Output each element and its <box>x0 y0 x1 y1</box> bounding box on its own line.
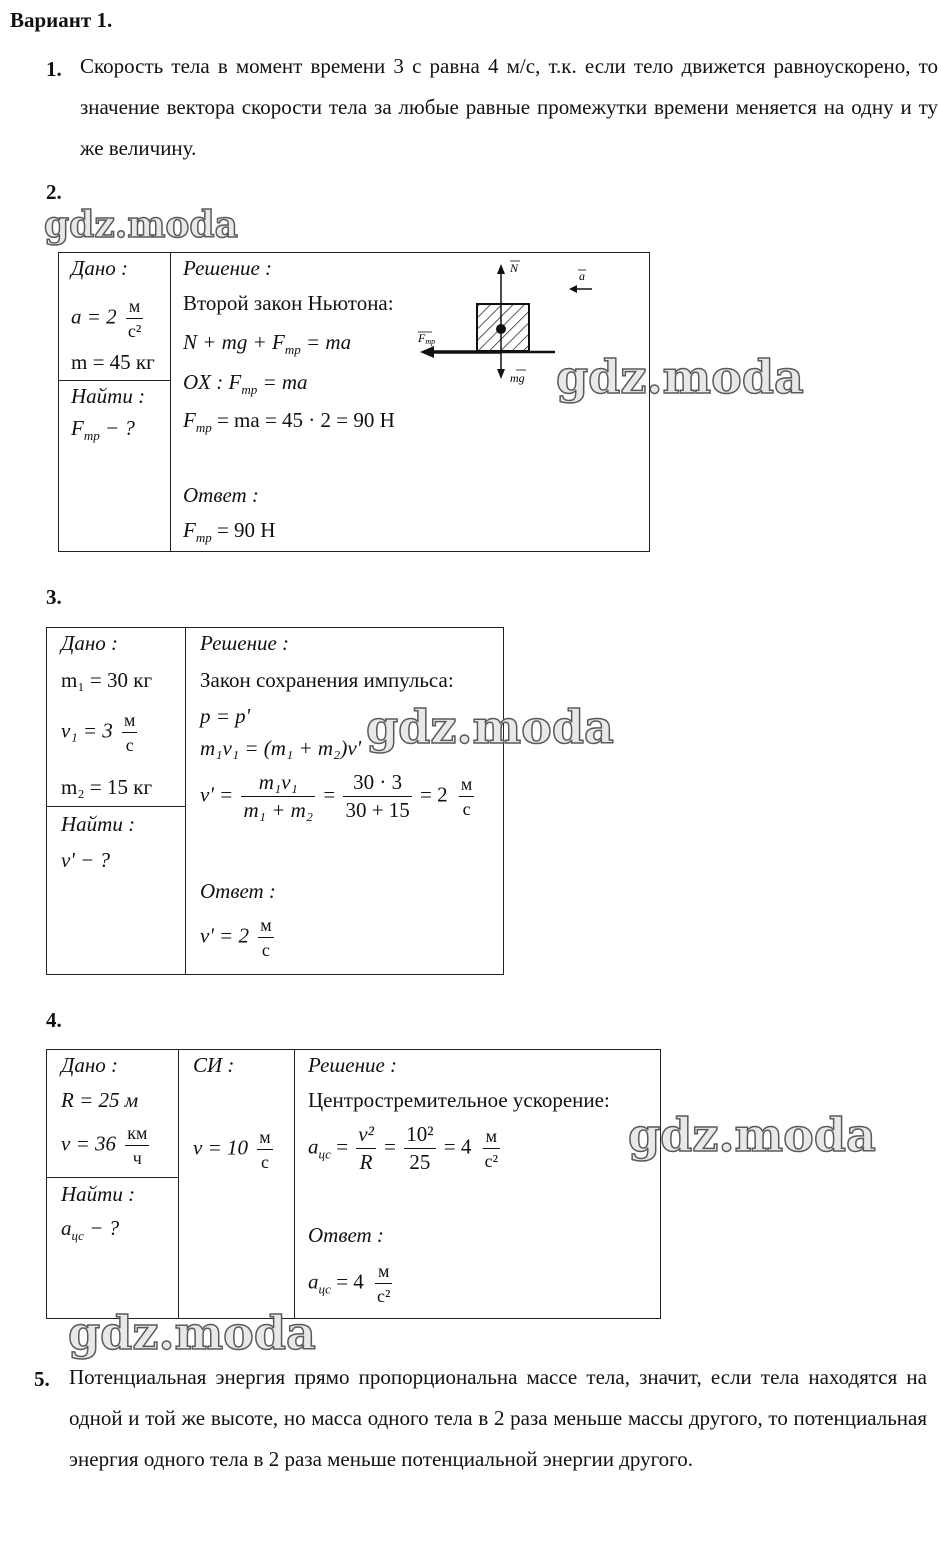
given-v: v = 36 $\frac{км}{ч}$ <box>61 1123 148 1168</box>
task-3-number: 3. <box>46 585 62 609</box>
watermark: gdz.moda <box>44 204 238 246</box>
given-a: a = 2 $\frac{м}{\text{с²}}$ <box>71 296 142 341</box>
answer-label: Ответ : <box>308 1223 384 1247</box>
find-label: Найти : <box>61 812 136 836</box>
task-1-text: Скорость тела в момент времени 3 с равна 4 м/с, т.к. если тело движется равноускорено, то значение вектора скорости тела за любые равные промежутки времени меняется на одну и ту же величину. <box>80 54 938 160</box>
eq-2: m₁v₁ = (m₁ + m₂)v' <box>200 736 362 760</box>
watermark: gdz.moda <box>628 1108 876 1162</box>
n-label: N <box>510 261 519 275</box>
law-name: Второй закон Ньютона: <box>183 291 394 315</box>
task-5-text: Потенциальная энергия прямо пропорциональна массе тела, значит, если тела находятся на одной и той же высоте, но масса одного тела в 2 раза меньше массы другого, то потенциальная энергия одного тела в 2 раза меньше потенциальной энергии другого. <box>69 1365 927 1471</box>
watermark: gdz.moda <box>556 350 804 404</box>
answer-value: $F_{тр} = 90$ Н <box>183 518 276 546</box>
given-m: m = 45 кг <box>71 350 155 374</box>
a-label: a <box>579 269 585 283</box>
given-r: R = 25 м <box>61 1088 139 1112</box>
page-title: Вариант 1. <box>10 8 113 32</box>
vector-equation: N + mg + $F_{тр}$ = ma <box>183 330 352 358</box>
task-4-number: 4. <box>46 1008 62 1032</box>
task-3-table <box>46 627 504 975</box>
answer-label: Ответ : <box>183 483 259 507</box>
solution-label: Решение : <box>308 1053 398 1077</box>
given-m2: m₂ = 15 кг <box>61 775 153 799</box>
find-value: $a_{цс}$ − ? <box>61 1216 120 1244</box>
find-label: Найти : <box>61 1182 136 1206</box>
mg-label: mg <box>510 371 525 385</box>
find-value: v' − ? <box>61 848 110 872</box>
task-5-number: 5. <box>34 1367 50 1391</box>
calc-equation: $F_{тр}$ = ma = 45 · 2 = 90 Н <box>183 408 395 436</box>
eq-accel: $a_{цс}$ = $\frac{\text{v²}}{R}$ = $\frac{\text{10²}}{25}$ = 4 $\frac{м}{\text{с²}}$ <box>308 1122 499 1174</box>
si-label: СИ : <box>193 1053 235 1077</box>
eq-3: v' = $\frac{\text{m₁v₁}}{\text{m₁ + m₂}}$ = $\frac{30 \cdot 3}{30 + 15}$ = 2 $\frac{м}{с}$ <box>200 770 473 822</box>
find-label: Найти : <box>71 384 146 408</box>
si-value: v = 10 $\frac{м}{с}$ <box>193 1127 271 1172</box>
answer-value: v' = 2 $\frac{м}{с}$ <box>200 915 272 960</box>
given-m1: m₁ = 30 кг <box>61 668 153 692</box>
solution-label: Решение : <box>183 256 273 280</box>
solution-label: Решение : <box>200 631 290 655</box>
task-4-table <box>46 1049 661 1319</box>
law-name: Центростремительное ускорение: <box>308 1088 610 1112</box>
law-name: Закон сохранения импульса: <box>200 668 454 692</box>
task-1-number: 1. <box>46 57 62 81</box>
given-v1: v₁ = 3 $\frac{м}{с}$ <box>61 710 136 755</box>
given-label: Дано : <box>61 631 119 655</box>
eq-1: p = p' <box>200 704 251 728</box>
watermark: gdz.moda <box>68 1306 316 1360</box>
given-label: Дано : <box>61 1053 119 1077</box>
watermark: gdz.moda <box>366 700 614 754</box>
answer-value: $a_{цс} = 4$ $\frac{м}{\text{с²}}$ <box>308 1261 391 1306</box>
find-value: $F_{тр}$ − ? <box>71 416 135 444</box>
answer-label: Ответ : <box>200 879 276 903</box>
f-label: Fтр <box>418 331 436 346</box>
task-2-number: 2. <box>46 180 62 204</box>
ox-equation: OX : $F_{тр}$ = ma <box>183 370 308 398</box>
given-label: Дано : <box>71 256 129 280</box>
